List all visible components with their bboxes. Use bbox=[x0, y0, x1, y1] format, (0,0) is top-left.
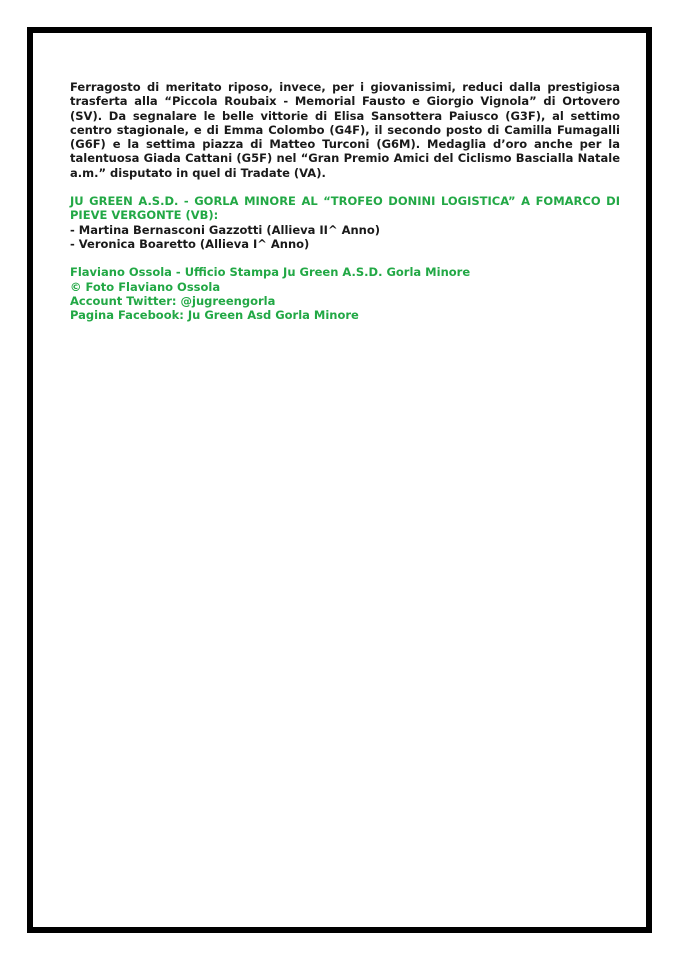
team-heading: JU GREEN A.S.D. - GORLA MINORE AL “TROFEO DONINI LOGISTICA” A FOMARCO DI PIEVE VERGONTE (VB): bbox=[70, 194, 620, 223]
article-content bbox=[70, 80, 620, 336]
team-section bbox=[70, 194, 620, 251]
rider-item: - Veronica Boaretto (Allieva I^ Anno) bbox=[70, 236, 310, 251]
credits-section bbox=[70, 265, 620, 322]
article-paragraph: Ferragosto di meritato riposo, invece, per i giovanissimi, reduci dalla prestigiosa trasferta alla “Piccola Roubaix - Memorial Fausto e Giorgio Vignola” di Ortovero (SV). Da segnalare le belle vittorie di Elisa Sansottera Paiusco (G3F), al settimo centro stagionale, e di Emma Colombo (G4F), il secondo posto di Camilla Fumagalli (G6F) e la settima piazza di Matteo Turconi (G6M). Medaglia d’oro anche per la talentuosa Giada Cattani (G5F) nel “Gran Premio Amici del Ciclismo Bascialla Natale a.m.” disputato in quel di Tradate (VA). bbox=[70, 80, 620, 180]
facebook-page: Pagina Facebook: Ju Green Asd Gorla Minore bbox=[70, 308, 359, 323]
twitter-account: Account Twitter: @jugreengorla bbox=[70, 293, 276, 308]
photo-credit: © Foto Flaviano Ossola bbox=[70, 279, 221, 294]
press-office-credit: Flaviano Ossola - Ufficio Stampa Ju Green A.S.D. Gorla Minore bbox=[70, 265, 471, 280]
page-frame bbox=[27, 27, 652, 933]
rider-item: - Martina Bernasconi Gazzotti (Allieva II^ Anno) bbox=[70, 222, 381, 237]
